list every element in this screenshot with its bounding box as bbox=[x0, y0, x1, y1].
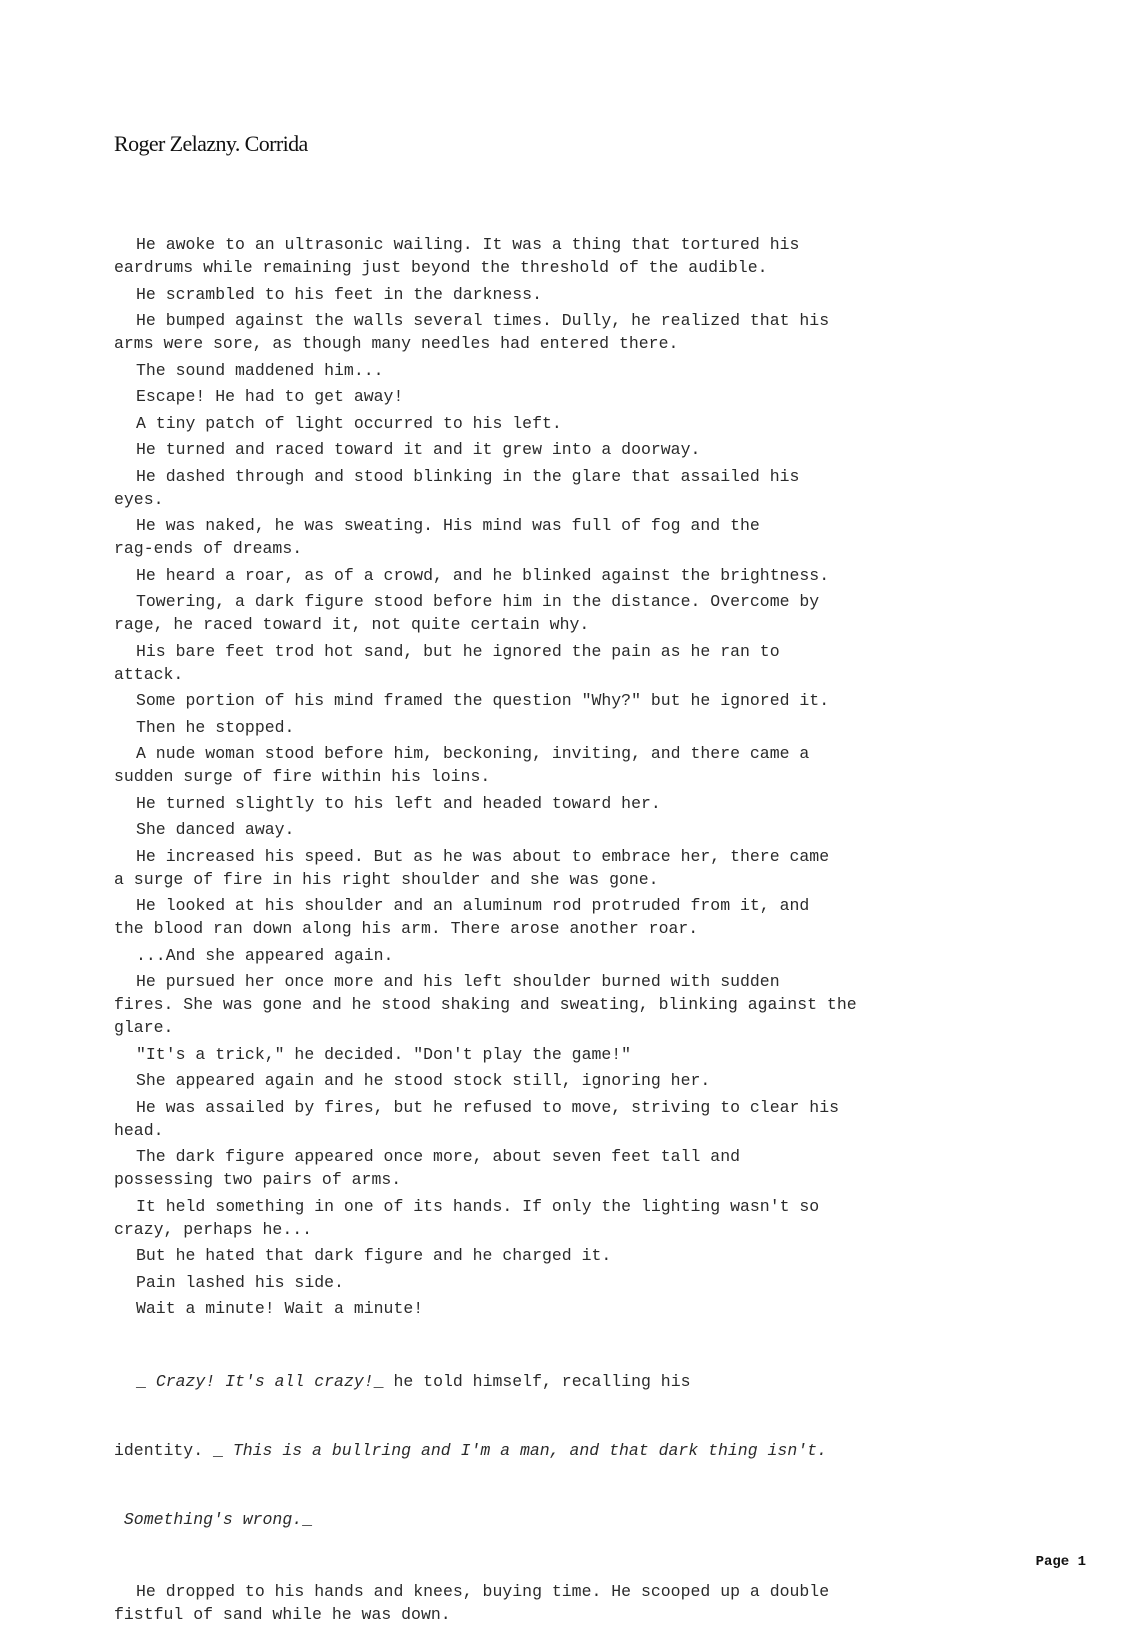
story-paragraph bbox=[114, 412, 1074, 435]
story-paragraph bbox=[114, 590, 1074, 636]
paragraph-line: the blood ran down along his arm. There arose another roar. bbox=[114, 919, 699, 938]
paragraph-line: He turned and raced toward it and it grew into a doorway. bbox=[136, 440, 701, 459]
italic-text: This is a bullring and I'm a man, and that dark thing isn't. bbox=[232, 1440, 827, 1460]
paragraph-line: He dashed through and stood blinking in the glare that assailed his bbox=[136, 466, 800, 486]
paragraph-line: A nude woman stood before him, beckoning, inviting, and there came a bbox=[136, 744, 810, 763]
paragraph-line: "It's a trick," he decided. "Don't play the game!" bbox=[136, 1044, 632, 1064]
story-paragraph bbox=[114, 233, 1074, 279]
story-paragraph bbox=[114, 818, 1074, 841]
paragraph-line: arms were sore, as though many needles had entered there. bbox=[114, 334, 679, 353]
paragraph-text: identity. _ bbox=[114, 1440, 233, 1460]
paragraph-line: ...And she appeared again. bbox=[136, 945, 394, 965]
italic-text: Crazy! It's all crazy! bbox=[155, 1371, 374, 1391]
story-paragraph bbox=[114, 894, 1074, 940]
story-paragraph bbox=[114, 465, 1074, 511]
paragraph-line: Then he stopped. bbox=[136, 717, 295, 737]
paragraph-line: Pain lashed his side. bbox=[136, 1272, 344, 1292]
story-paragraph bbox=[114, 359, 1074, 382]
paragraph-line: It held something in one of its hands. If only the lighting wasn't so bbox=[136, 1196, 820, 1216]
paragraph-line: Escape! He had to get away! bbox=[136, 387, 404, 406]
paragraph-line: head. bbox=[114, 1120, 164, 1140]
paragraph-line: He scrambled to his feet in the darkness. bbox=[136, 284, 542, 304]
story-paragraph bbox=[114, 1043, 1074, 1066]
paragraph-line: But he hated that dark figure and he charged it. bbox=[136, 1246, 612, 1265]
paragraph-line: He increased his speed. But as he was about to embrace her, there came bbox=[136, 846, 830, 866]
paragraph-line: His bare feet trod hot sand, but he ignored the pain as he ran to bbox=[136, 641, 780, 661]
story-paragraph bbox=[114, 438, 1074, 461]
paragraph-line: He bumped against the walls several times. Dully, he realized that his bbox=[136, 311, 830, 330]
paragraph-line: attack. bbox=[114, 664, 184, 684]
story-paragraph bbox=[114, 1145, 1074, 1191]
paragraph-line: fistful of sand while he was down. bbox=[114, 1605, 451, 1624]
story-paragraph-italic bbox=[114, 1324, 1074, 1577]
story-paragraph bbox=[114, 1580, 1074, 1626]
paragraph-line: Some portion of his mind framed the question "Why?" but he ignored it. bbox=[136, 691, 830, 710]
story-paragraph bbox=[114, 309, 1074, 355]
paragraph-line: glare. bbox=[114, 1018, 174, 1037]
story-paragraph bbox=[114, 792, 1074, 815]
story-paragraph bbox=[114, 944, 1074, 967]
paragraph-text: _ he told himself, recalling his bbox=[373, 1371, 691, 1391]
paragraph-line: She appeared again and he stood stock still, ignoring her. bbox=[136, 1071, 711, 1090]
italic-text: Something's wrong. bbox=[123, 1509, 303, 1529]
story-paragraph bbox=[114, 845, 1074, 891]
paragraph-line: eardrums while remaining just beyond the threshold of the audible. bbox=[114, 258, 768, 277]
paragraph-line: He turned slightly to his left and headed toward her. bbox=[136, 793, 661, 813]
underscore-marker: _ bbox=[136, 1371, 156, 1391]
story-paragraph bbox=[114, 1244, 1074, 1267]
paragraph-line: fires. She was gone and he stood shaking and sweating, blinking against the bbox=[114, 995, 857, 1014]
story-paragraph bbox=[114, 970, 1074, 1039]
paragraph-line: Towering, a dark figure stood before him in the distance. Overcome by bbox=[136, 592, 820, 611]
paragraph-line: rage, he raced toward it, not quite certain why. bbox=[114, 615, 590, 634]
story-paragraph bbox=[114, 1271, 1074, 1294]
paragraph-line: He dropped to his hands and knees, buying time. He scooped up a double bbox=[136, 1582, 830, 1601]
underscore-marker: _ bbox=[302, 1509, 313, 1529]
paragraph-line: He awoke to an ultrasonic wailing. It was a thing that tortured his bbox=[136, 235, 800, 254]
paragraph-line: He looked at his shoulder and an aluminum rod protruded from it, and bbox=[136, 896, 810, 915]
indent-space bbox=[114, 1510, 124, 1529]
story-paragraph bbox=[114, 1195, 1074, 1241]
page-title: Roger Zelazny. Corrida bbox=[114, 131, 308, 156]
paragraph-line: Wait a minute! Wait a minute! bbox=[136, 1299, 424, 1318]
paragraph-line: She danced away. bbox=[136, 820, 295, 839]
page-number: Page 1 bbox=[1035, 1554, 1086, 1570]
paragraph-line: crazy, perhaps he... bbox=[114, 1219, 313, 1239]
paragraph-line: rag-ends of dreams. bbox=[114, 539, 303, 558]
story-text bbox=[114, 233, 1074, 1630]
paragraph-line: He was naked, he was sweating. His mind was full of fog and the bbox=[136, 516, 760, 535]
story-paragraph bbox=[114, 716, 1074, 739]
paragraph-line: He was assailed by fires, but he refused to move, striving to clear his bbox=[136, 1097, 840, 1117]
story-paragraph bbox=[114, 689, 1074, 712]
paragraph-line: a surge of fire in his right shoulder and she was gone. bbox=[114, 869, 659, 889]
paragraph-line: He pursued her once more and his left shoulder burned with sudden bbox=[136, 972, 780, 991]
paragraph-line: eyes. bbox=[114, 489, 164, 509]
story-paragraph bbox=[114, 1297, 1074, 1320]
story-paragraph bbox=[114, 1069, 1074, 1092]
story-paragraph bbox=[114, 564, 1074, 587]
story-paragraph bbox=[114, 1096, 1074, 1142]
paragraph-line: sudden surge of fire within his loins. bbox=[114, 767, 491, 786]
story-paragraph bbox=[114, 385, 1074, 408]
paragraph-line: A tiny patch of light occurred to his left. bbox=[136, 413, 562, 433]
paragraph-line: The dark figure appeared once more, about seven feet tall and bbox=[136, 1147, 740, 1166]
story-paragraph bbox=[114, 283, 1074, 306]
story-paragraph bbox=[114, 742, 1074, 788]
story-paragraph bbox=[114, 514, 1074, 560]
paragraph-line: The sound maddened him... bbox=[136, 360, 384, 380]
paragraph-line: He heard a roar, as of a crowd, and he blinked against the brightness. bbox=[136, 565, 830, 585]
paragraph-line: possessing two pairs of arms. bbox=[114, 1170, 402, 1189]
story-paragraph bbox=[114, 640, 1074, 686]
